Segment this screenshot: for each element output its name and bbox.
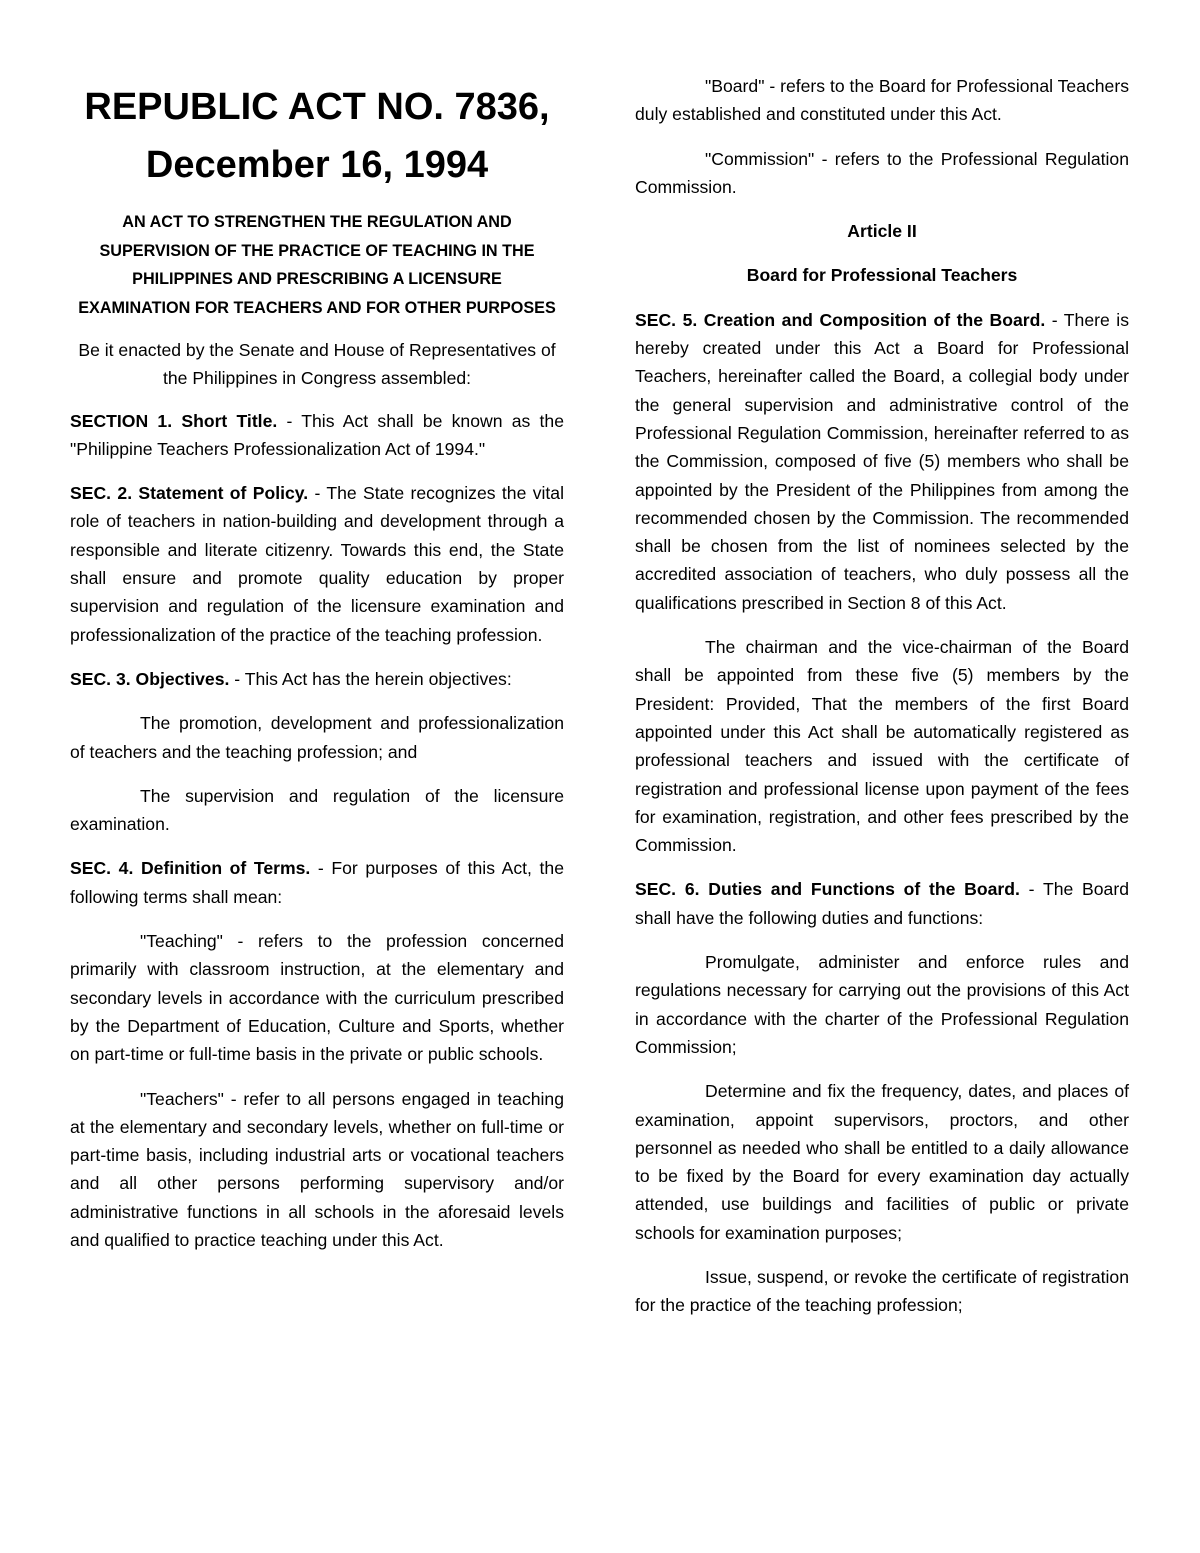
section-3-item: The supervision and regulation of the licensure examination.: [70, 785, 564, 835]
section-6-item: Determine and fix the frequency, dates, and places of examination, appoint supervisors, proctors, and other personnel as needed who shall be entitled to a daily allowance to be fixed by the Board for every examination day actually attended, use buildings and facilities of public or private schools for examination purposes;: [635, 1081, 1129, 1243]
section-5-text: - There is hereby created under this Act a Board for Professional Teachers, hereinafter called the Board, a collegial body under the general supervision and administrative control of the Professional Regulation Commission, hereinafter referred to as the Commission, composed of five (5) members who shall be appointed by the President of the Philippines from among the recommended chosen by the Commission. The recommended shall be chosen from the list of nominees selected by the accredited association of teachers, who duly possess all the qualifications prescribed in Section 8 of this Act.: [635, 309, 1129, 613]
section-5: [635, 306, 1129, 617]
section-1: [70, 407, 564, 464]
section-5-paragraph-2: The chairman and the vice-chairman of the Board shall be appointed from these five (5) members by the President: Provided, That the members of the first Board appointed under this Act shall be automatically registered as professional teachers and issued with the certificate of registration and professional license upon payment of the fees for examination, registration, and other fees prescribed by the Commission.: [635, 637, 1129, 856]
definition-commission: "Commission" - refers to the Professional Regulation Commission.: [635, 148, 1129, 197]
section-1-text: - This Act shall be known as the "Philippine Teachers Professionalization Act of 1994.": [70, 410, 564, 459]
section-6: [635, 875, 1129, 932]
definition-teachers: "Teachers" - refer to all persons engaged in teaching at the elementary and secondary levels, whether on full-time or part-time basis, including industrial arts or vocational teachers and all other persons performing supervisory and/or administrative functions in all schools in the aforesaid levels and qualified to practice teaching under this Act.: [70, 1088, 564, 1251]
section-2-text: - The State recognizes the vital role of teachers in nation-building and development through a responsible and literate citizenry. Towards this end, the State shall ensure and promote quality education by proper supervision and regulation of the licensure examination and professionalization of the practice of the teaching profession.: [70, 483, 564, 645]
section-6-heading: SEC. 6. Duties and Functions of the Board.: [635, 879, 1020, 900]
section-6-text: - The Board shall have the following duties and functions:: [635, 879, 1129, 928]
section-4-heading: SEC. 4. Definition of Terms.: [70, 858, 311, 879]
article-name: Board for Professional Teachers: [746, 265, 1018, 286]
title-line-2: December 16, 1994: [145, 144, 489, 186]
definition-teaching: "Teaching" - refers to the profession concerned primarily with classroom instruction, at the elementary and secondary levels in accordance with the curriculum prescribed by the Department of Education, Culture and Sports, whether on part-time or full-time basis in the private or public schools.: [70, 931, 564, 1065]
enacting-clause: Be it enacted by the Senate and House of Representatives of the Philippines in Congress assembled:: [78, 340, 556, 389]
definition-board: "Board" - refers to the Board for Professional Teachers duly established and constituted under this Act.: [635, 76, 1129, 125]
section-3-item: The promotion, development and professionalization of teachers and the teaching profession; and: [70, 713, 564, 762]
section-3: [70, 665, 564, 693]
article-label: Article II: [847, 221, 917, 242]
section-6-item: Issue, suspend, or revoke the certificate of registration for the practice of the teaching profession;: [635, 1266, 1129, 1316]
section-3-text: - This Act has the herein objectives:: [229, 668, 512, 689]
section-5-heading: SEC. 5. Creation and Composition of the Board.: [635, 309, 1046, 330]
section-2-heading: SEC. 2. Statement of Policy.: [70, 483, 309, 504]
document-title: [70, 78, 564, 194]
section-6-item: Promulgate, administer and enforce rules and regulations necessary for carrying out the provisions of this Act in accordance with the charter of the Professional Regulation Commission;: [635, 952, 1129, 1057]
section-3-heading: SEC. 3. Objectives.: [70, 668, 230, 689]
right-column: [635, 72, 1129, 1336]
section-4: [70, 854, 564, 911]
section-2: [70, 479, 564, 649]
title-line-1: REPUBLIC ACT NO. 7836,: [84, 86, 550, 128]
section-1-heading: SECTION 1. Short Title.: [70, 410, 278, 431]
left-column: [70, 70, 564, 1270]
section-4-text: - For purposes of this Act, the following terms shall mean:: [70, 858, 564, 907]
act-subtitle: AN ACT TO STRENGTHEN THE REGULATION AND SUPERVISION OF THE PRACTICE OF TEACHING IN THE PHILIPPINES AND PRESCRIBING A LICENSURE EXAMINATION FOR TEACHERS AND FOR OTHER PURPOSES: [78, 213, 556, 317]
